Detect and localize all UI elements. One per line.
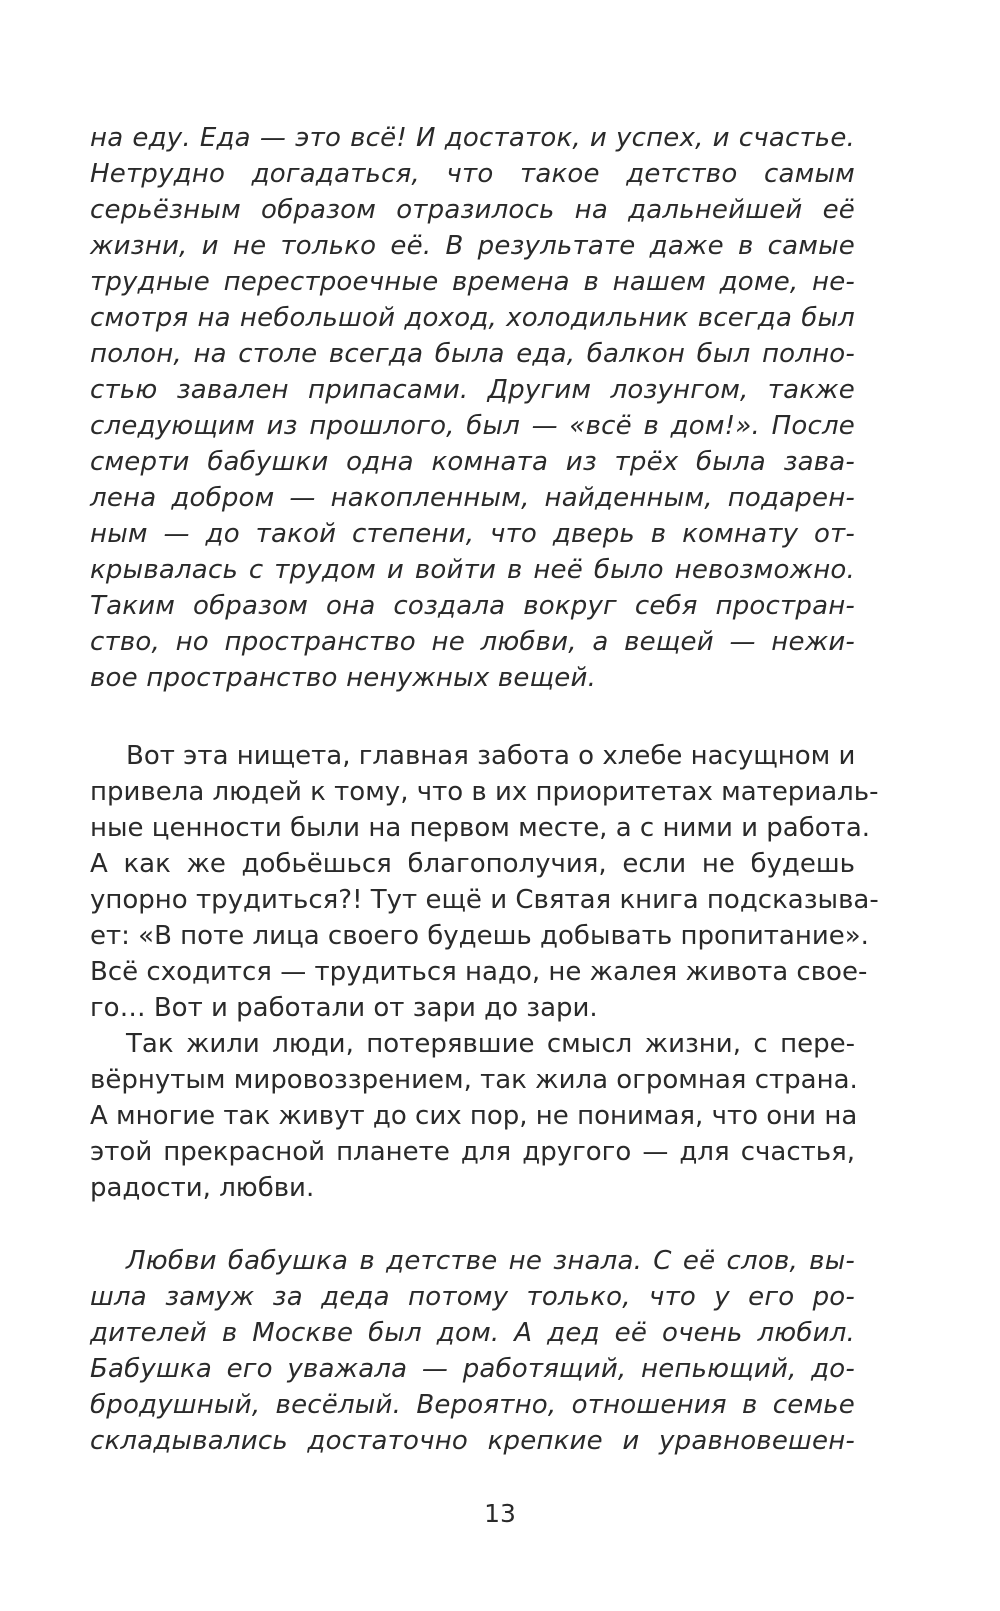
- text-line: складывались достаточно крепкие и уравновешен-: [90, 1426, 855, 1456]
- text-line-indented: Так жили люди, потерявшие смысл жизни, с пере-: [126, 1029, 855, 1059]
- text-line: жизни, и не только её. В результате даже в самые: [90, 231, 855, 261]
- text-line: привела людей к тому, что в их приоритетах материаль-: [90, 777, 879, 807]
- text-line-last: радости, любви.: [90, 1173, 315, 1203]
- page-number: 13: [484, 1499, 516, 1528]
- text-line: А как же добьёшься благополучия, если не будешь: [90, 849, 855, 879]
- text-line: шла замуж за деда потому только, что у его ро-: [90, 1282, 855, 1312]
- text-line-last: вое пространство ненужных вещей.: [90, 663, 597, 693]
- text-line: А многие так живут до сих пор, не понимая, что они на: [90, 1101, 858, 1131]
- text-line: на еду. Еда — это всё! И достаток, и успех, и счастье.: [90, 123, 855, 153]
- text-line: ство, но пространство не любви, а вещей — нежи-: [90, 627, 855, 657]
- text-line: ные ценности были на первом месте, а с ними и работа.: [90, 813, 871, 843]
- text-line: смерти бабушки одна комната из трёх была зава-: [90, 447, 855, 477]
- text-line: стью завален припасами. Другим лозунгом, также: [90, 375, 855, 405]
- text-line: крывалась с трудом и войти в неё было невозможно.: [90, 555, 855, 585]
- text-line: ным — до такой степени, что дверь в комнату от-: [90, 519, 855, 549]
- text-line: полон, на столе всегда была еда, балкон был полно-: [90, 339, 855, 369]
- paragraph-italic-food: [90, 120, 855, 696]
- text-line: этой прекрасной планете для другого — для счастья,: [90, 1137, 855, 1167]
- text-line: Нетрудно догадаться, что такое детство самым: [90, 159, 855, 189]
- text-line-last: го… Вот и работали от зари до зари.: [90, 993, 598, 1023]
- text-line-indented: Вот эта нищета, главная забота о хлебе насущном и: [126, 741, 856, 771]
- text-line: вёрнутым мировоззрением, так жила огромная страна.: [90, 1065, 858, 1095]
- text-line: трудные перестроечные времена в нашем доме, не-: [90, 267, 855, 297]
- text-line: следующим из прошлого, был — «всё в дом!». После: [90, 411, 855, 441]
- text-line: Бабушка его уважала — работящий, непьющий, до-: [90, 1354, 855, 1384]
- text-line: бродушный, весёлый. Вероятно, отношения в семье: [90, 1390, 855, 1420]
- text-line: дителей в Москве был дом. А дед её очень любил.: [90, 1318, 855, 1348]
- paragraph-italic-grandmother: [90, 1243, 855, 1459]
- text-line: ет: «В поте лица своего будешь добывать пропитание».: [90, 921, 869, 951]
- text-line: лена добром — накопленным, найденным, подарен-: [90, 483, 855, 513]
- paragraph-poverty: [90, 738, 879, 1206]
- text-line: Всё сходится — трудиться надо, не жалея живота свое-: [90, 957, 868, 987]
- text-line-indented: Любви бабушка в детстве не знала. С её слов, вы-: [126, 1246, 855, 1276]
- text-line: упорно трудиться?! Тут ещё и Святая книга подсказыва-: [90, 885, 879, 915]
- text-line: смотря на небольшой доход, холодильник всегда был: [90, 303, 855, 333]
- text-line: Таким образом она создала вокруг себя простран-: [90, 591, 855, 621]
- text-line: серьёзным образом отразилось на дальнейшей её: [90, 195, 855, 225]
